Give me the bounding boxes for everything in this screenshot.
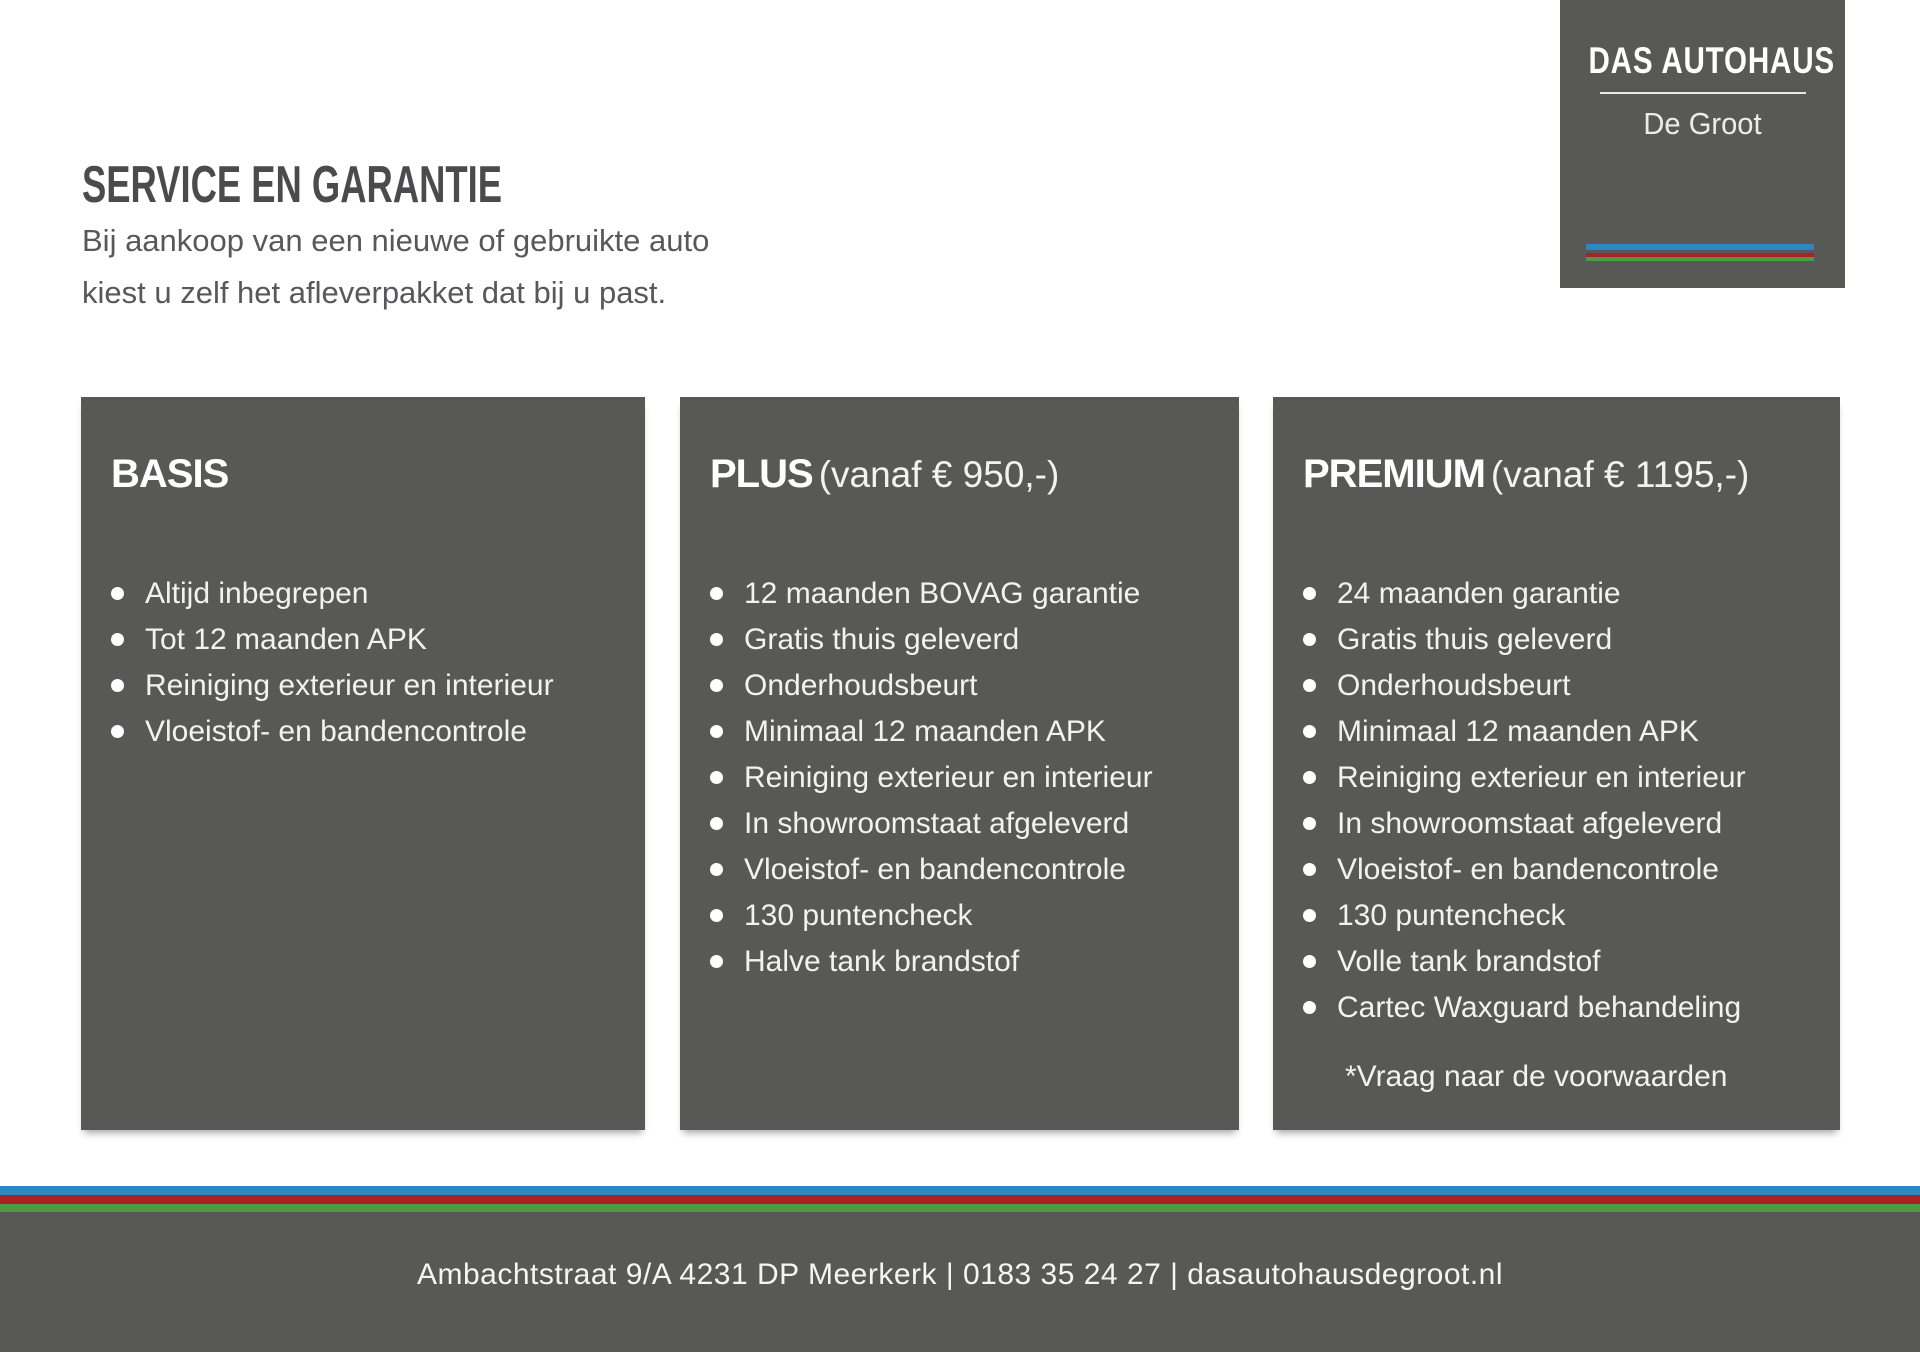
list-item: Volle tank brandstof — [1303, 939, 1812, 985]
package-name: BASIS — [111, 452, 229, 496]
footer-stripe-green — [0, 1204, 1920, 1212]
list-item: Tot 12 maanden APK — [111, 617, 617, 663]
list-item: Vloeistof- en bandencontrole — [1303, 847, 1812, 893]
list-item: Onderhoudsbeurt — [710, 663, 1211, 709]
list-item: 24 maanden garantie — [1303, 571, 1812, 617]
company-logo-box — [1560, 0, 1845, 288]
list-item: Reiniging exterieur en interieur — [710, 755, 1211, 801]
list-item: In showroomstaat afgeleverd — [1303, 801, 1812, 847]
package-feature-list — [1303, 571, 1812, 1031]
list-item: 130 puntencheck — [710, 893, 1211, 939]
list-item: Cartec Waxguard behandeling — [1303, 985, 1812, 1031]
page-title: SERVICE EN GARANTIE — [82, 156, 503, 214]
list-item: 130 puntencheck — [1303, 893, 1812, 939]
list-item: Altijd inbegrepen — [111, 571, 617, 617]
logo-stripe-blue — [1586, 244, 1814, 250]
package-price: (vanaf € 950,-) — [818, 454, 1060, 495]
list-item: Reiniging exterieur en interieur — [111, 663, 617, 709]
footer-bar — [0, 1212, 1920, 1352]
package-title-basis — [111, 449, 617, 505]
package-card-premium — [1273, 397, 1840, 1130]
footer-contact-text: Ambachtstraat 9/A 4231 DP Meerkerk | 0183 35 24 27 | dasautohausdegroot.nl — [416, 1258, 1504, 1291]
list-item: Reiniging exterieur en interieur — [1303, 755, 1812, 801]
logo-brand-name: DAS AUTOHAUS — [1588, 40, 1835, 81]
logo-stripe-green — [1586, 257, 1814, 261]
logo-divider — [1600, 92, 1806, 94]
list-item: In showroomstaat afgeleverd — [710, 801, 1211, 847]
list-item: Halve tank brandstof — [710, 939, 1211, 985]
intro-line-1: Bij aankoop van een nieuwe of gebruikte auto — [82, 223, 710, 258]
package-footnote: *Vraag naar de voorwaarden — [1345, 1060, 1728, 1093]
list-item: Onderhoudsbeurt — [1303, 663, 1812, 709]
list-item: Vloeistof- en bandencontrole — [111, 709, 617, 755]
package-card-basis — [81, 397, 645, 1130]
footer-stripe-blue — [0, 1186, 1920, 1195]
package-name: PLUS — [710, 452, 813, 496]
logo-brand-stripes-icon — [1586, 244, 1814, 261]
list-item: Minimaal 12 maanden APK — [710, 709, 1211, 755]
package-title-plus — [710, 449, 1211, 505]
package-feature-list — [710, 571, 1211, 985]
logo-dealer-name: De Groot — [1643, 106, 1762, 141]
package-title-premium — [1303, 449, 1812, 505]
list-item: 12 maanden BOVAG garantie — [710, 571, 1211, 617]
intro-line-2: kiest u zelf het afleverpakket dat bij u past. — [82, 275, 667, 310]
list-item: Minimaal 12 maanden APK — [1303, 709, 1812, 755]
package-card-plus — [680, 397, 1239, 1130]
list-item: Vloeistof- en bandencontrole — [710, 847, 1211, 893]
list-item: Gratis thuis geleverd — [1303, 617, 1812, 663]
intro-section — [82, 158, 709, 316]
footer-stripe-red — [0, 1195, 1920, 1204]
package-feature-list — [111, 571, 617, 755]
footer-brand-stripes-icon — [0, 1186, 1920, 1212]
package-price: (vanaf € 1195,-) — [1490, 454, 1750, 495]
package-name: PREMIUM — [1303, 452, 1485, 496]
list-item: Gratis thuis geleverd — [710, 617, 1211, 663]
